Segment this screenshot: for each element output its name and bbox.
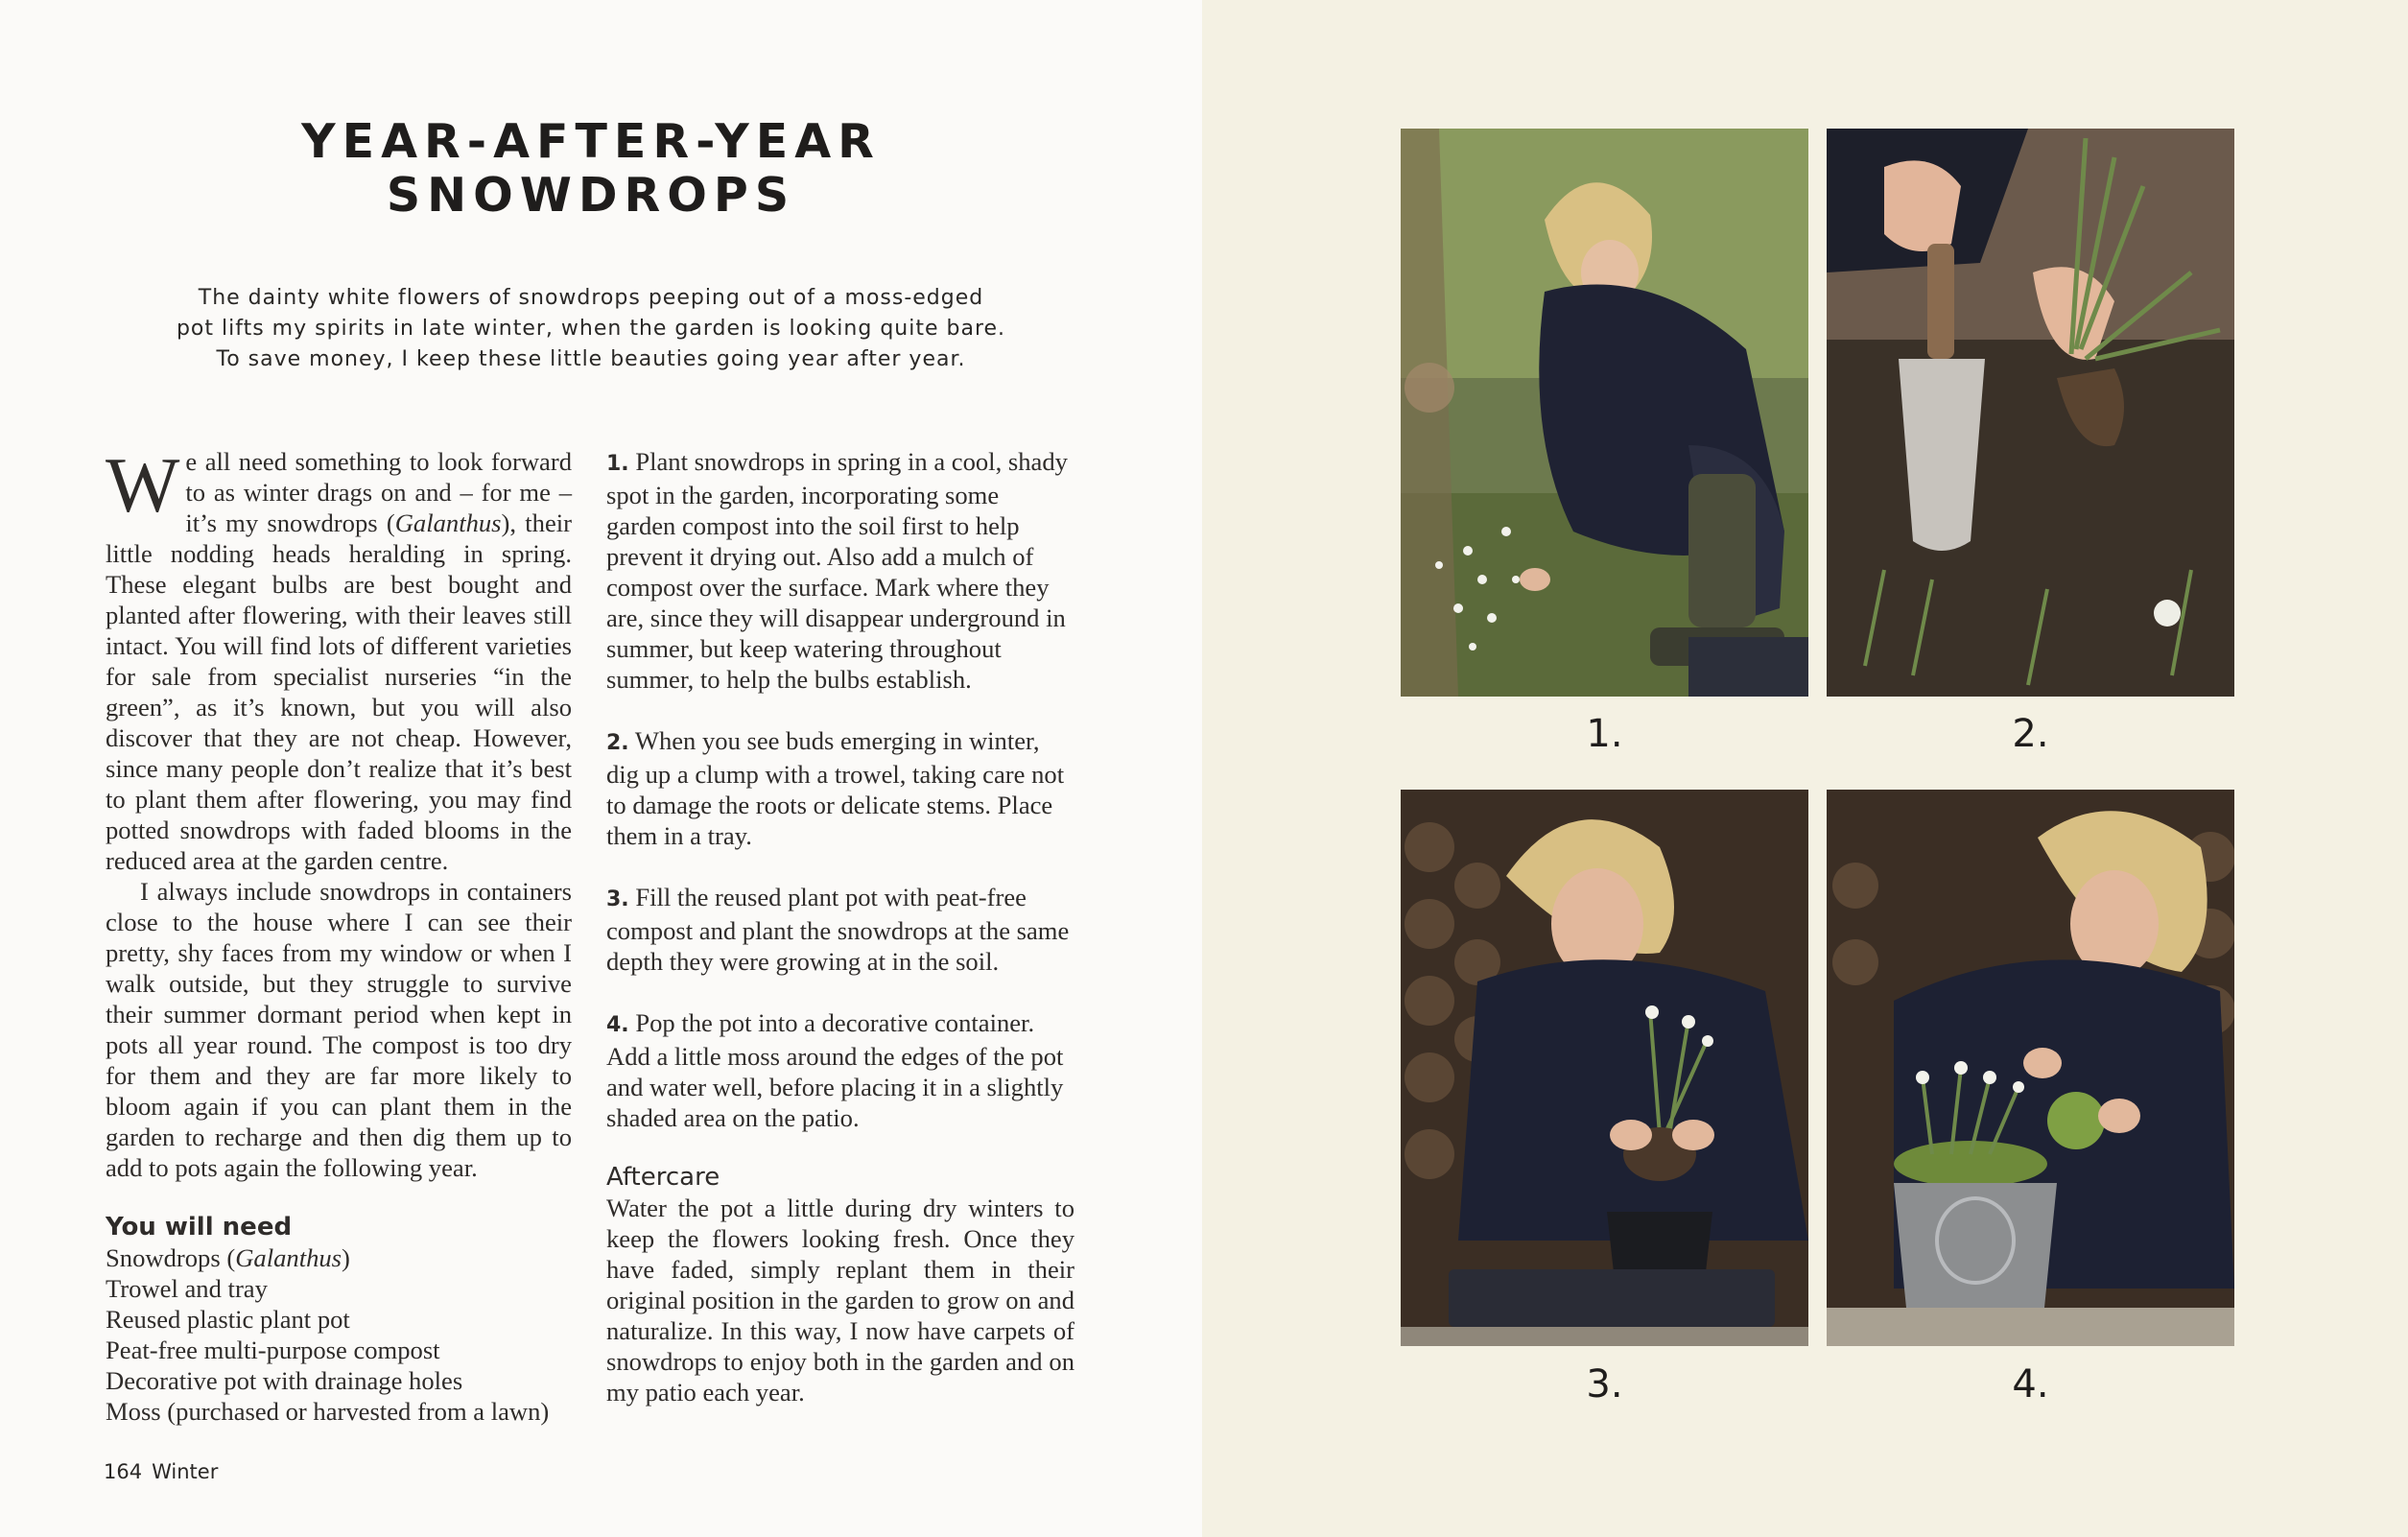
right-text-column — [606, 446, 1074, 1407]
step-4-photo-image — [1827, 790, 2234, 1346]
intro-line-3: To save money, I keep these little beauties going year after year. — [216, 347, 966, 371]
left-text-column — [106, 441, 572, 1427]
body-paragraph-1 — [106, 441, 572, 876]
step-3-photo-image — [1401, 790, 1808, 1346]
step-text: Fill the reused plant pot with peat-free compost and plant the snowdrops at the same depth they were growing at in the soil. — [606, 883, 1070, 976]
page-number: 164 — [104, 1460, 143, 1483]
body-paragraph-1-italic: Galanthus — [394, 508, 502, 537]
list-item: Trowel and tray — [106, 1274, 268, 1303]
photo-label-1: 1. — [1586, 712, 1623, 756]
title-line-2: SNOWDROPS — [386, 168, 796, 223]
you-will-need-heading: You will need — [106, 1213, 293, 1241]
photo-label-2: 2. — [2012, 712, 2049, 756]
photo-label-3: 3. — [1586, 1362, 1623, 1407]
intro-line-2: pot lifts my spirits in late winter, when the garden is looking quite bare. — [176, 317, 1006, 341]
step-number: 3. — [606, 887, 629, 911]
aftercare-text: Water the pot a little during dry winters to keep the flowers looking fresh. Once they have faded, simply replant them in their original position in the garden to grow on and naturalize. In this way, I now have carpets of snowdrops to enjoy both in the garden and on my patio each year. — [606, 1194, 1074, 1407]
step-2 — [606, 725, 1074, 851]
step-2-photo-image — [1827, 129, 2234, 697]
step-text: Pop the pot into a decorative container. Add a little moss around the edges of the pot and water well, before placing it in a slightly shaded area on the patio. — [606, 1008, 1064, 1132]
page-folio — [104, 1460, 218, 1483]
list-item — [106, 1242, 572, 1273]
step-2-photo — [1827, 129, 2234, 697]
step-1 — [606, 446, 1074, 695]
intro-line-1: The dainty white flowers of snowdrops peeping out of a moss-edged — [198, 286, 984, 310]
step-number: 4. — [606, 1013, 629, 1037]
drop-cap: W — [106, 441, 180, 529]
step-number: 2. — [606, 731, 629, 755]
step-4-photo — [1827, 790, 2234, 1346]
photo-label-4: 4. — [2012, 1362, 2049, 1407]
step-number: 1. — [606, 452, 629, 476]
step-text: When you see buds emerging in winter, dig up a clump with a trowel, taking care not to damage the roots or delicate stems. Place them in a tray. — [606, 726, 1065, 850]
list-item-italic: Galanthus — [235, 1243, 342, 1272]
step-4 — [606, 1007, 1074, 1133]
section-name: Winter — [152, 1460, 219, 1483]
body-paragraph-1-text-a: e all need something to look forward to as winter drags on and – for me – it’s my snowdrops ( — [185, 447, 572, 537]
list-item-text: Snowdrops ( — [106, 1243, 236, 1272]
body-paragraph-2: I always include snowdrops in containers close to the house where I can see their pretty, shy faces from my window or when I walk outside, but they struggle to survive their summer dormant period when kept in pots all year round. The compost is too dry for them and they are far more likely to bloom again if you can plant them in the garden to recharge and then dig them up to add to pots again the following year. — [106, 877, 572, 1182]
list-item: Moss (purchased or harvested from a lawn) — [106, 1397, 550, 1426]
step-text: Plant snowdrops in spring in a cool, shady spot in the garden, incorporating some garden compost into the soil first to help prevent it drying out. Also add a mulch of compost over the surface. Mark where they are, since they will disappear underground in summer, but keep watering throughout summer, to help the bulbs establish. — [606, 447, 1068, 694]
step-1-photo — [1401, 129, 1808, 697]
step-3 — [606, 882, 1074, 977]
list-item-text: ) — [342, 1243, 350, 1272]
list-item: Reused plastic plant pot — [106, 1305, 350, 1334]
page-title — [192, 115, 990, 223]
title-line-1: YEAR-AFTER-YEAR — [301, 114, 881, 169]
step-1-photo-image — [1401, 129, 1808, 697]
list-item: Decorative pot with drainage holes — [106, 1366, 463, 1395]
intro-text — [153, 283, 1028, 375]
body-paragraph-1-text-b: ), their little nodding heads heralding in spring. These elegant bulbs are best bought and planted after flowering, with their leaves still intact. You will find lots of different varieties for sale from specialist nurseries “in the green”, as it’s known, but you will also discover that they are not cheap. However, since many people don’t realize that it’s best to plant them after flowering, you may find potted snowdrops with faded blooms in the reduced area at the garden centre. — [106, 508, 572, 875]
aftercare-heading: Aftercare — [606, 1163, 720, 1192]
step-3-photo — [1401, 790, 1808, 1346]
materials-list — [106, 1242, 572, 1427]
list-item: Peat-free multi-purpose compost — [106, 1336, 440, 1364]
